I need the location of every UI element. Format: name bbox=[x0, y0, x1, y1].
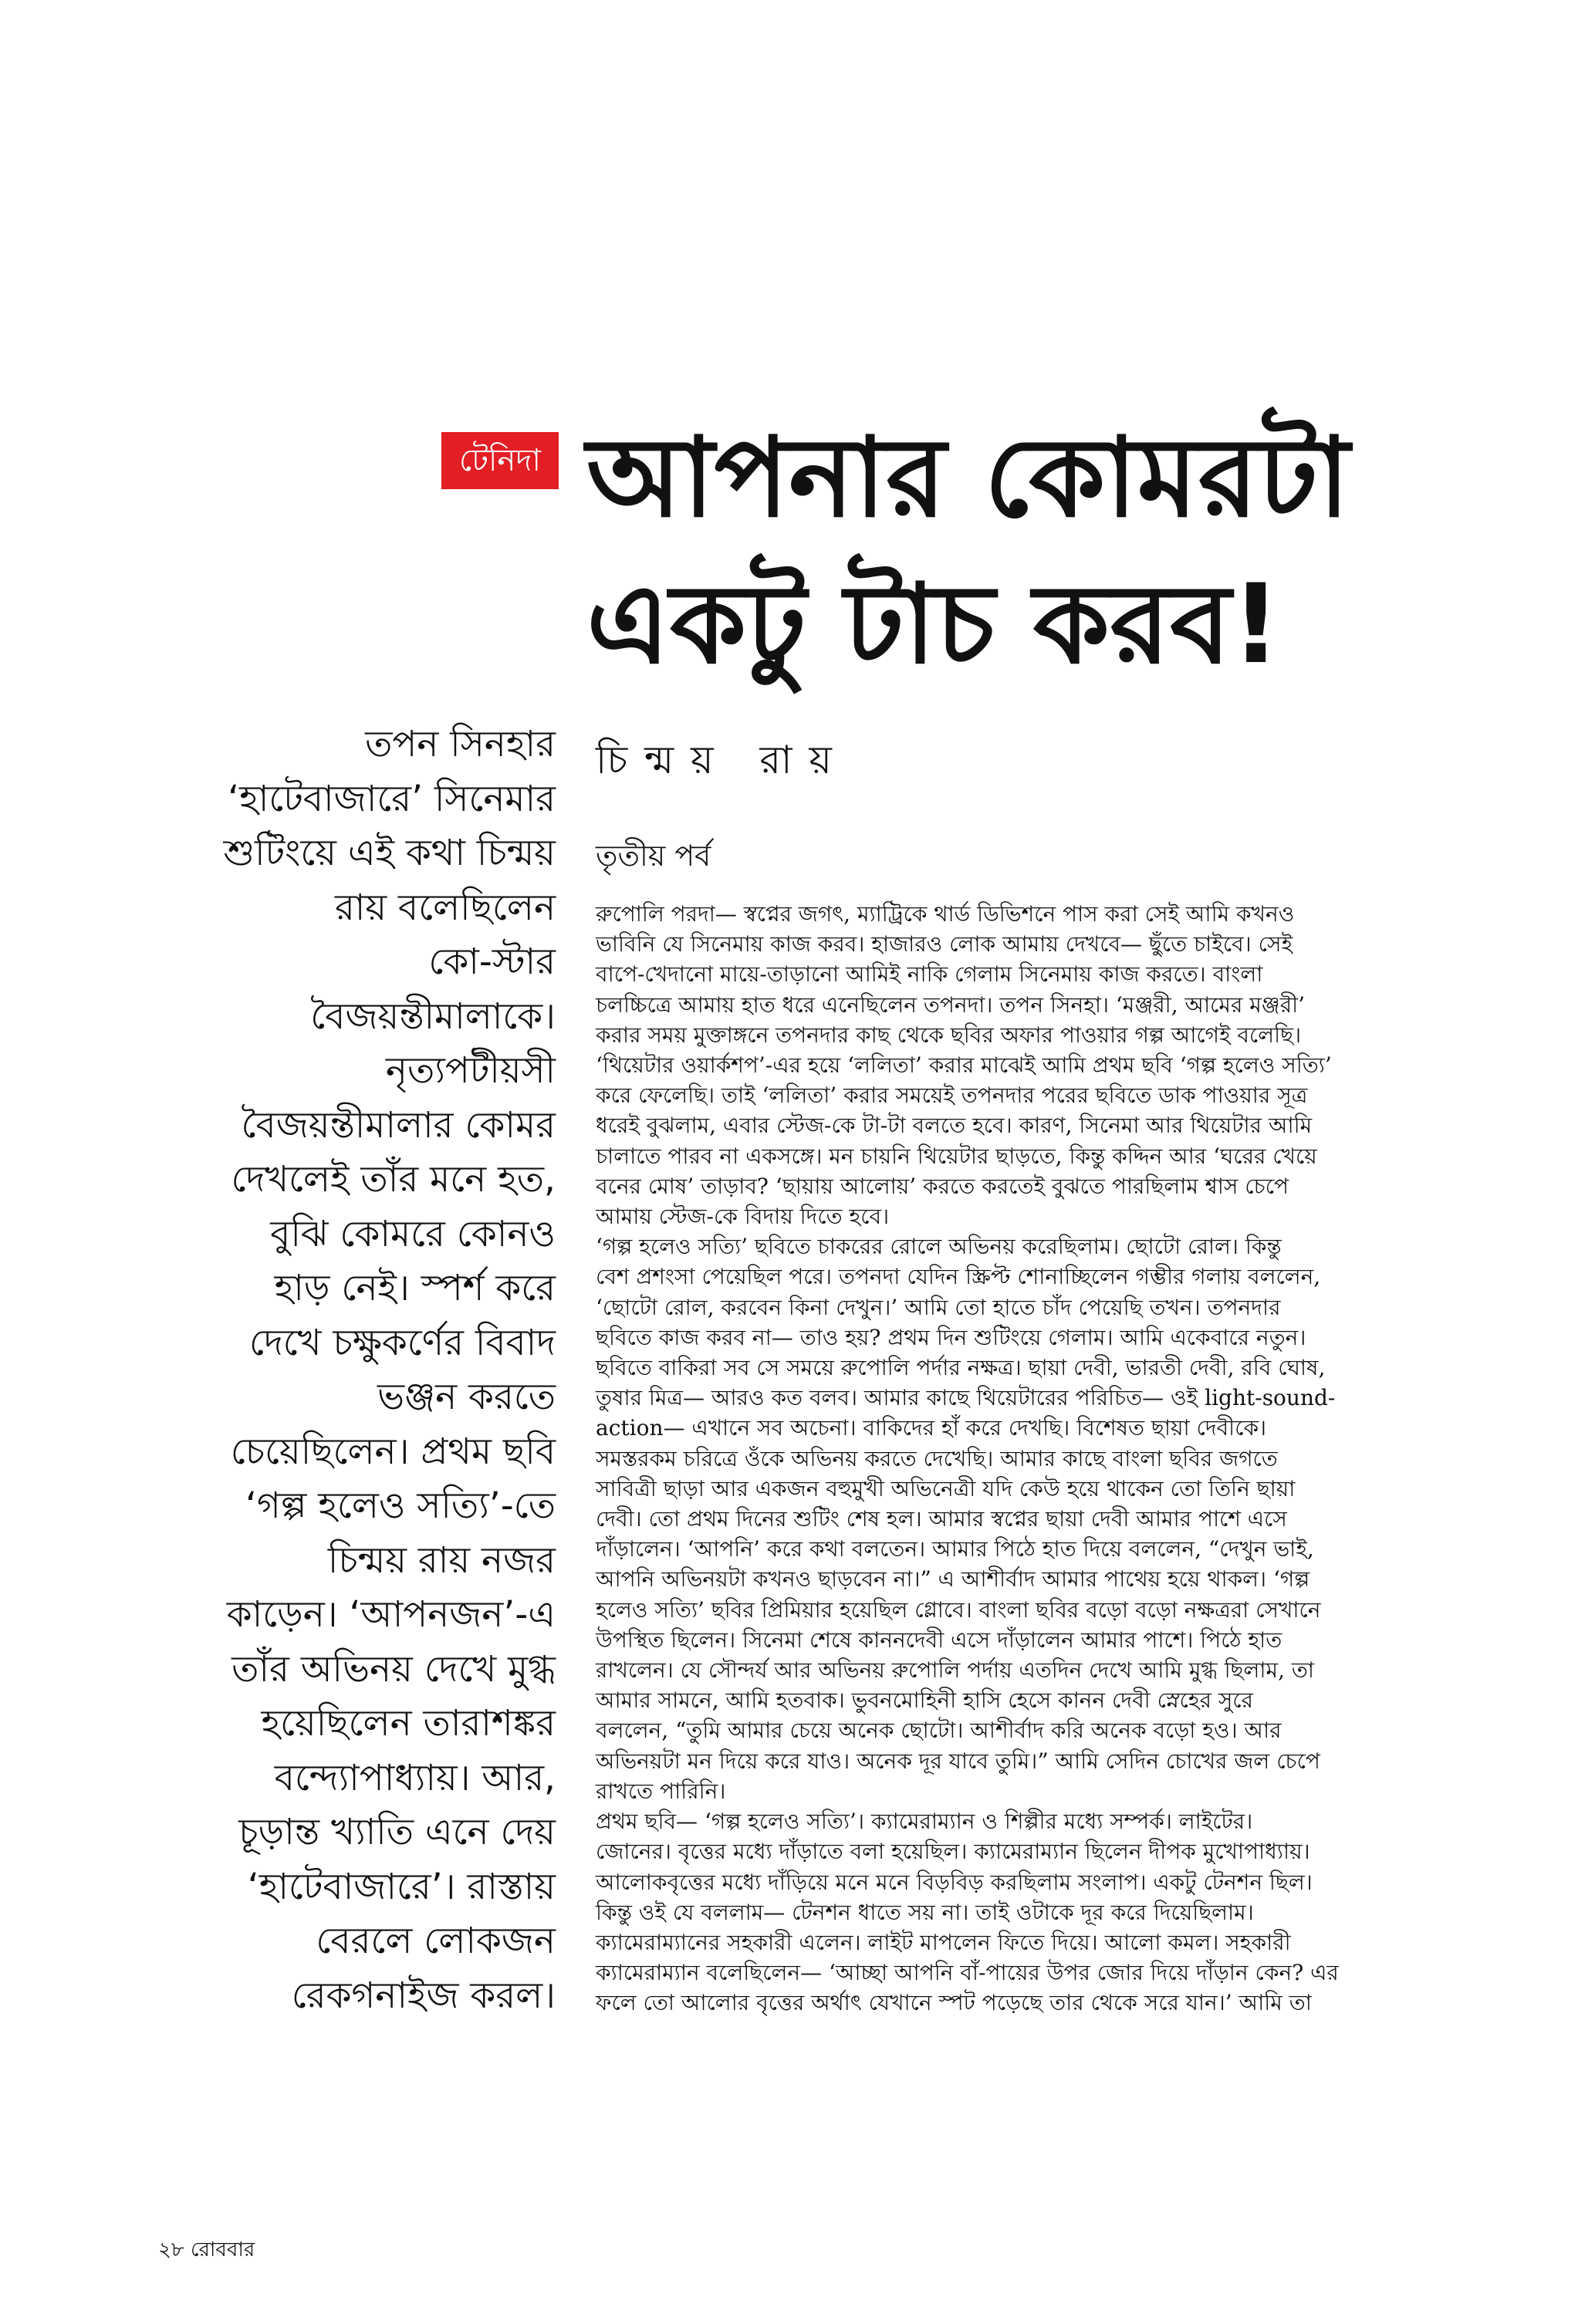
body-line: ‘ছোটো রোল, করবেন কিনা দেখুন।’ আমি তো হাতে চাঁদ পেয়েছি তখন। তপনদার bbox=[596, 1294, 1281, 1320]
body-line: আপনি অভিনয়টা কখনও ছাড়বেন না।” এ আশীর্বাদ আমার পাথেয় হয়ে থাকল। ‘গল্প bbox=[596, 1566, 1310, 1593]
body-line: তুষার মিত্র— আরও কত বলব। আমার কাছে থিয়েটারের পরিচিত— ওই light-sound- bbox=[596, 1385, 1336, 1411]
pullquote-line: শুটিংয়ে এই কথা চিন্ময় bbox=[223, 832, 556, 874]
body-line: আমার সামনে, আমি হতবাক। ভুবনমোহিনী হাসি হেসে কানন দেবী স্নেহের সুরে bbox=[596, 1687, 1254, 1714]
body-line: সমস্তরকম চরিত্রে ওঁকে অভিনয় করতে দেখেছি। আমার কাছে বাংলা ছবির জগতে bbox=[596, 1445, 1278, 1471]
pullquote-line: দেখে চক্ষুকর্ণের বিবাদ bbox=[249, 1321, 556, 1364]
body-line: action— এখানে সব অচেনা। বাকিদের হাঁ করে দেখছি। বিশেষত ছায়া দেবীকে। bbox=[596, 1415, 1267, 1441]
body-line: বাপে-খেদানো মায়ে-তাড়ানো আমিই নাকি গেলাম সিনেমায় কাজ করতে। বাংলা bbox=[596, 961, 1263, 988]
body-line: চলচ্চিত্রে আমায় হাত ধরে এনেছিলেন তপনদা। তপন সিনহা। ‘মঞ্জরী, আমের মঞ্জরী’ bbox=[596, 991, 1306, 1018]
body-line: আমায় স্টেজ-কে বিদায় দিতে হবে। bbox=[596, 1204, 890, 1230]
body-line: ভাবিনি যে সিনেমায় কাজ করব। হাজারও লোক আমায় দেখবে— ছুঁতে চাইবে। সেই bbox=[596, 931, 1293, 958]
body-line: দেবী। তো প্রথম দিনের শুটিং শেষ হল। আমার স্বপ্নের ছায়া দেবী আমার পাশে এসে bbox=[596, 1506, 1287, 1532]
pullquote-line: বৈজয়ন্তীমালার কোমর bbox=[241, 1103, 556, 1147]
pullquote-line: চিন্ময় রায় নজর bbox=[327, 1539, 556, 1582]
pullquote-line: কাড়েন। ‘আপনজন’-এ bbox=[226, 1593, 556, 1636]
pullquote-line: হাড় নেই। স্পর্শ করে bbox=[274, 1267, 556, 1309]
body-line: দাঁড়ালেন। ‘আপনি’ করে কথা বলতেন। আমার পিঠে হাত দিয়ে বললেন, “দেখুন ভাই, bbox=[596, 1536, 1314, 1562]
body-line: রুপোলি পরদা— স্বপ্নের জগৎ, ম্যাট্রিকে থার্ড ডিভিশনে পাস করা সেই আমি কখনও bbox=[596, 901, 1295, 927]
body-line: সাবিত্রী ছাড়া আর একজন বহুমুখী অভিনেত্রী যদি কেউ হয়ে থাকেন তো তিনি ছায়া bbox=[596, 1475, 1296, 1501]
body-line: রাখলেন। যে সৌন্দর্য আর অভিনয় রুপোলি পর্দায় এতদিন দেখে আমি মুগ্ধ ছিলাম, তা bbox=[596, 1657, 1315, 1684]
pullquote-line: কো-স্টার bbox=[428, 941, 556, 983]
body-line: উপস্থিত ছিলেন। সিনেমা শেষে কাননদেবী এসে দাঁড়ালেন আমার পাশে। পিঠে হাত bbox=[596, 1626, 1282, 1653]
pullquote-line: নৃত্যপটীয়সী bbox=[385, 1049, 556, 1092]
body-line: প্রথম ছবি— ‘গল্প হলেও সত্যি’। ক্যামেরাম্যান ও শিল্পীর মধ্যে সম্পর্ক। লাইটের। bbox=[596, 1809, 1253, 1835]
pullquote-line: রায় বলেছিলেন bbox=[334, 886, 556, 929]
page-folio: ২৮ রোববার bbox=[158, 2238, 255, 2262]
pullquote bbox=[193, 718, 556, 2023]
body-line: করে ফেলেছি। তাই ‘ললিতা’ করার সময়েই তপনদার পরের ছবিতে ডাক পাওয়ার সূত্র bbox=[596, 1083, 1308, 1109]
body-line: জোনের। বৃত্তের মধ্যে দাঁড়াতে বলা হয়েছিল। ক্যামেরাম্যান ছিলেন দীপক মুখোপাধ্যায়। bbox=[596, 1839, 1310, 1865]
pullquote-line: বেরলে লোকজন bbox=[316, 1920, 556, 1962]
headline-line-2: একটু টাচ করব! bbox=[586, 561, 1282, 688]
pullquote-line: তাঁর অভিনয় দেখে মুগ্ধ bbox=[231, 1647, 556, 1691]
body-line: করার সময় মুক্তাঙ্গনে তপনদার কাছ থেকে ছবির অফার পাওয়ার গল্প আগেই বলেছি। bbox=[596, 1022, 1302, 1048]
pullquote-line: বৈজয়ন্তীমালাকে। bbox=[310, 995, 556, 1038]
headline bbox=[586, 405, 1458, 698]
body-line: চালাতে পারব না একসঙ্গে। মন চায়নি থিয়েটার ছাড়তে, কিন্তু কদ্দিন আর ‘ঘরের খেয়ে bbox=[596, 1143, 1317, 1169]
pullquote-line: ‘গল্প হলেও সত্যি’-তে bbox=[245, 1485, 556, 1527]
body-line: ক্যামেরাম্যান বলেছিলেন— ‘আচ্ছা আপনি বাঁ-পায়ের উপর জোর দিয়ে দাঁড়ান কেন? এর bbox=[596, 1960, 1339, 1986]
pullquote-line: ভঞ্জন করতে bbox=[377, 1376, 556, 1418]
part-label: তৃতীয় পর্ব bbox=[596, 839, 711, 873]
body-line: ফলে তো আলোর বৃত্তের অর্থাৎ যেখানে স্পট পড়েছে তার থেকে সরে যান।’ আমি তা bbox=[596, 1990, 1312, 2016]
headline-line-1: আপনার কোমরটা bbox=[586, 414, 1350, 542]
article-body bbox=[596, 899, 1445, 2018]
pullquote-line: দেখলেই তাঁর মনে হত, bbox=[231, 1158, 556, 1201]
body-line: ক্যামেরাম্যানের সহকারী এলেন। লাইট মাপলেন ফিতে দিয়ে। আলো কমল। সহকারী bbox=[596, 1929, 1291, 1955]
body-line: ছবিতে বাকিরা সব সে সময়ে রুপোলি পর্দার নক্ষত্র। ছায়া দেবী, ভারতী দেবী, রবি ঘোষ, bbox=[596, 1355, 1326, 1381]
pullquote-line: ‘হাটেবাজারে’। রাস্তায় bbox=[247, 1865, 556, 1908]
body-line: কিন্তু ওই যে বললাম— টেনশন ধাতে সয় না। তাই ওটাকে দূর করে দিয়েছিলাম। bbox=[596, 1899, 1254, 1925]
pullquote-line: তপন সিনহার bbox=[365, 723, 556, 765]
body-line: অভিনয়টা মন দিয়ে করে যাও। অনেক দূর যাবে তুমি।” আমি সেদিন চোখের জল চেপে bbox=[596, 1748, 1320, 1774]
body-line: ছবিতে কাজ করব না— তাও হয়? প্রথম দিন শুটিংয়ে গেলাম। আমি একেবারে নতুন। bbox=[596, 1324, 1306, 1350]
byline: চিন্ময় রায় bbox=[596, 738, 849, 782]
section-tag: টেনিদা bbox=[441, 432, 559, 489]
pullquote-line: বুঝি কোমরে কোনও bbox=[270, 1212, 556, 1255]
body-line: বেশ প্রশংসা পেয়েছিল পরে। তপনদা যেদিন স্ক্রিপ্ট শোনাচ্ছিলেন গম্ভীর গলায় বললেন, bbox=[596, 1264, 1321, 1290]
body-line: ‘গল্প হলেও সত্যি’ ছবিতে চাকরের রোলে অভিনয় করেছিলাম। ছোটো রোল। কিন্তু bbox=[596, 1234, 1282, 1260]
pullquote-line: হয়েছিলেন তারাশঙ্কর bbox=[261, 1702, 556, 1745]
pullquote-line: চেয়েছিলেন। প্রথম ছবি bbox=[230, 1430, 556, 1473]
body-line: ধরেই বুঝলাম, এবার স্টেজ-কে টা-টা বলতে হবে। কারণ, সিনেমা আর থিয়েটার আমি bbox=[596, 1113, 1313, 1139]
body-line: আলোকবৃত্তের মধ্যে দাঁড়িয়ে মনে মনে বিড়বিড় করছিলাম সংলাপ। একটু টেনশন ছিল। bbox=[596, 1869, 1313, 1895]
body-line: ‘থিয়েটার ওয়ার্কশপ’-এর হয়ে ‘ললিতা’ করার মাঝেই আমি প্রথম ছবি ‘গল্প হলেও সত্যি’ bbox=[596, 1052, 1332, 1079]
pullquote-line: বন্দ্যোপাধ্যায়। আর, bbox=[274, 1756, 556, 1799]
pullquote-line: ‘হাটেবাজারে’ সিনেমার bbox=[228, 777, 556, 820]
body-line: বললেন, “তুমি আমার চেয়ে অনেক ছোটো। আশীর্বাদ করি অনেক বড়ো হও। আর bbox=[596, 1718, 1282, 1744]
body-line: হলেও সত্যি’ ছবির প্রিমিয়ার হয়েছিল গ্লোবে। বাংলা ছবির বড়ো বড়ো নক্ষত্ররা সেখানে bbox=[596, 1596, 1321, 1623]
pullquote-line: রেকগনাইজ করল। bbox=[291, 1974, 556, 2017]
pullquote-line: চূড়ান্ত খ্যাতি এনে দেয় bbox=[238, 1811, 556, 1853]
body-line: বনের মোষ’ তাড়াব? ‘ছায়ায় আলোয়’ করতে করতেই বুঝতে পারছিলাম শ্বাস চেপে bbox=[596, 1173, 1289, 1199]
body-line: রাখতে পারিনি। bbox=[596, 1778, 726, 1804]
